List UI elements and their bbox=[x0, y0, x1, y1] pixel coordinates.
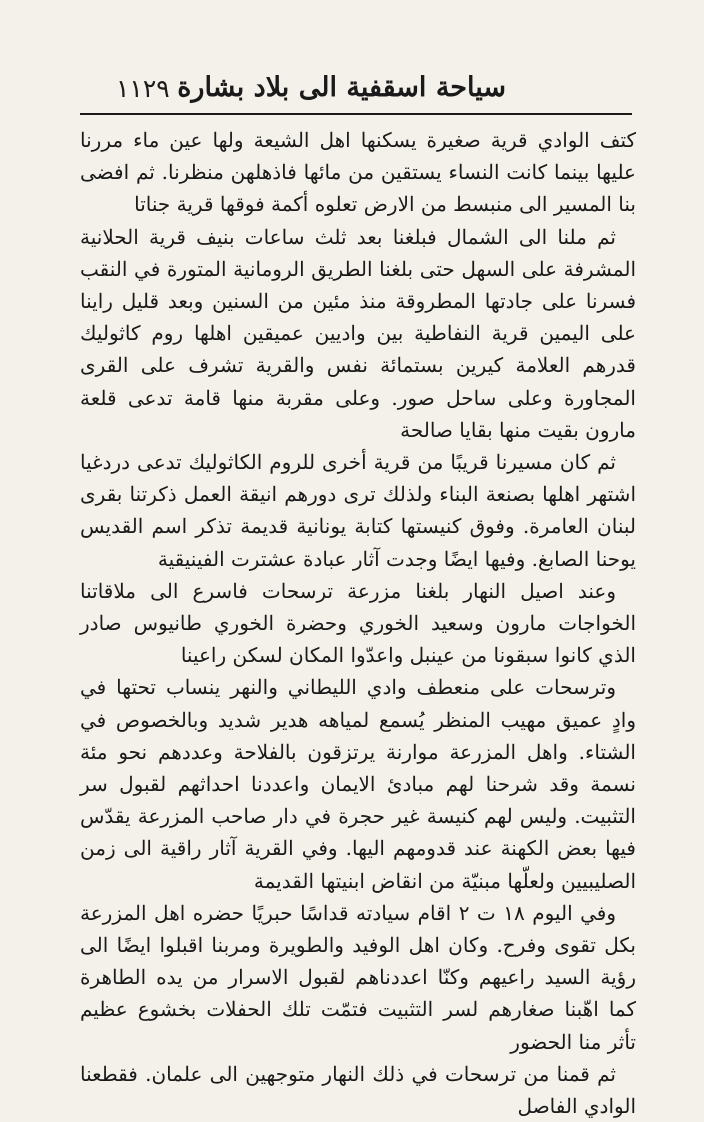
paragraph: ثم كان مسيرنا قريبًا من قرية أخرى للروم الكاثوليك تدعى دردغيا اشتهر اهلها بصنعة البناء ولذلك ترى دورهم انيقة العمل ذكرتنا بقرى لبنان العامرة. وفوق كنيستها كتابة يونانية قديمة تذكر اسم القديس يوحنا الصابغ. وفيها ايضًا وجدت آثار عبادة عشترت الفينيقية bbox=[80, 450, 636, 571]
paragraph: وعند اصيل النهار بلغنا مزرعة ترسحات فاسرع الى ملاقاتنا الخواجات مارون وسعيد الخوري وحضرة الخوري طانيوس صادر الذي كانوا سبقونا من عينبل واعدّوا المكان لسكن راعينا bbox=[80, 578, 636, 668]
header-rule bbox=[80, 113, 632, 115]
page-number: ١١٢٩ bbox=[116, 74, 170, 103]
paragraph: ثم ملنا الى الشمال فبلغنا بعد ثلث ساعات بنيف قرية الحلانية المشرفة على السهل حتى بلغنا الطريق الرومانية المتورة في النقب فسرنا على جادتها المطروقة منذ مئين من السنين وبعد قليل راينا على اليمين قرية النفاطية بين واديين عميقين اهلها روم كاثوليك قدرهم العلامة كيرين بستمائة نفس والقرية تشرف على القرى المجاورة وعلى ساحل صور. وعلى مقربة منها قامة تدعى قلعة مارون بقيت منها بقايا صالحة bbox=[80, 224, 636, 442]
paragraph: وفي اليوم ١٨ ت ٢ اقام سيادته قداسًا حبريًا حضره اهل المزرعة بكل تقوى وفرح. وكان اهل الوفيد والطويرة ومربنا اقبلوا ايضًا الى رؤية السيد راعيهم وكنّا اعددناهم لقبول الاسرار من يده الطاهرة كما اهّبنا صغارهم لسر التثبيت فتمّت تلك الحفلات بخشوع عظيم تأثر منا الحضور bbox=[80, 900, 636, 1054]
paragraph: كتف الوادي قرية صغيرة يسكنها اهل الشيعة ولها عين ماء مررنا عليها بينما كانت النساء يستقين من مائها فاذهلهن منظرنا. ثم افضى بنا المسير الى منبسط من الارض تعلوه أكمة فوقها قرية جناتا bbox=[80, 128, 636, 217]
page-header bbox=[78, 72, 626, 112]
paragraph: وترسحات على منعطف وادي الليطاني والنهر ينساب تحتها في وادٍ عميق مهيب المنظر يُسمع لمياهه هدير شديد وبالخصوص في الشتاء. واهل المزرعة موارنة يرتزقون بالفلاحة وعددهم نحو مئة نسمة وقد شرحنا لهم مبادئ الايمان واعددنا احداثهم لقبول سر التثبيت. وليس لهم كنيسة غير حجرة في دار صاحب المزرعة يقدّس فيها بعض الكهنة عند قدومهم اليها. وفي القرية آثار راقية الى زمن الصليبيين ولعلّها مبنيّة من انقاض ابنيتها القديمة bbox=[80, 675, 636, 893]
body-text bbox=[80, 124, 636, 1122]
paragraph: ثم قمنا من ترسحات في ذلك النهار متوجهين الى علمان. فقطعنا الوادي الفاصل bbox=[80, 1061, 636, 1119]
running-title: سياحة اسقفية الى بلاد بشارة bbox=[177, 72, 506, 103]
